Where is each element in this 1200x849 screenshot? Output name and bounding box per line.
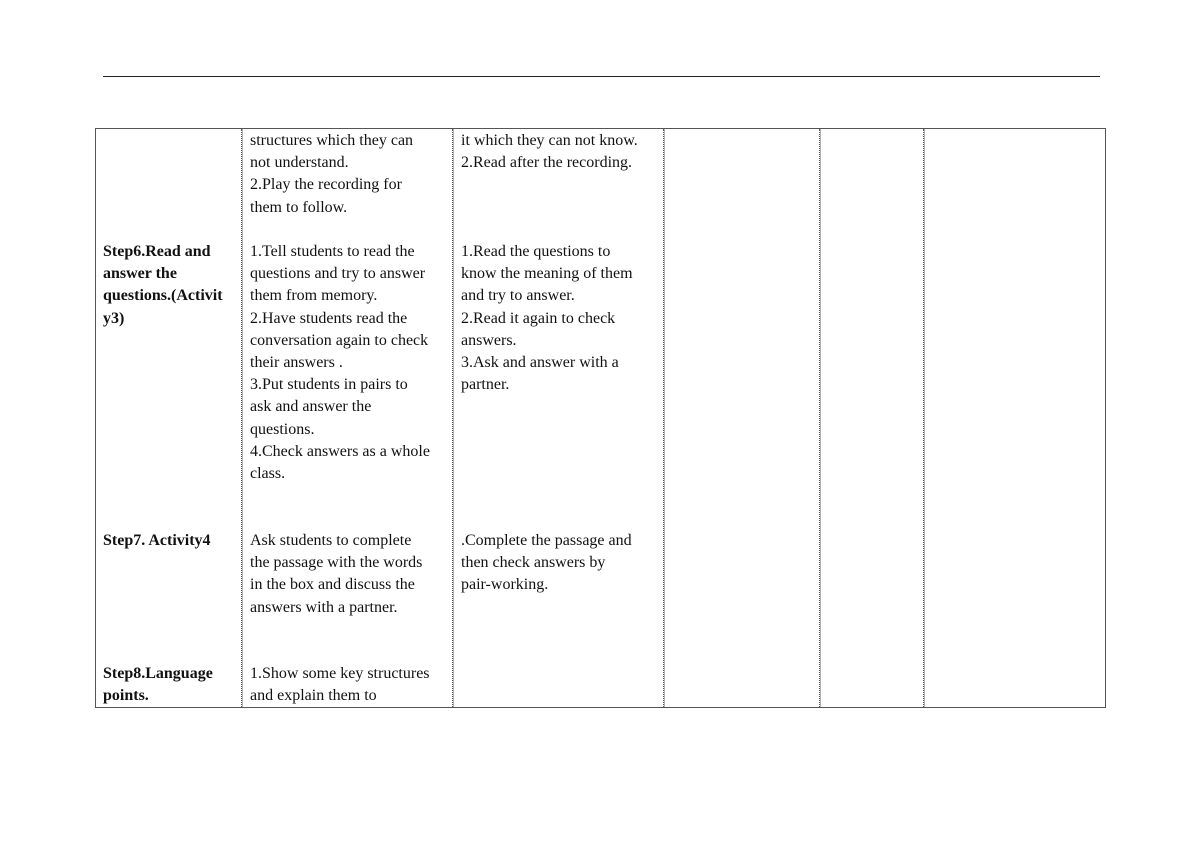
column-4 <box>664 129 820 707</box>
table-row-teacher-cell: 1.Tell students to read the questions and try to answer them from memory. 2.Have students read the conversation again to check their answers . 3.Put students in pairs to ask and answer the questions. 4.Check answers as a whole class. <box>250 243 430 483</box>
lesson-plan-table <box>95 128 1106 708</box>
column-5 <box>820 129 924 707</box>
column-student-activity <box>453 129 664 707</box>
column-6 <box>924 129 1105 707</box>
table-row-teacher-cell: Ask students to complete the passage with the words in the box and discuss the answers with a partner. <box>250 532 423 616</box>
table-row-student-cell: 1.Read the questions to know the meaning of them and try to answer. 2.Read it again to check answers. 3.Ask and answer with a partner. <box>461 243 633 394</box>
step-label: Step6.Read and answer the questions.(Activit y3) <box>103 243 223 327</box>
table-row-teacher-cell: 1.Show some key structures and explain them to <box>250 665 430 705</box>
table-row-student-cell: .Complete the passage and then check answers by pair-working. <box>461 532 632 594</box>
header-rule <box>103 76 1100 77</box>
column-step <box>96 129 242 707</box>
step-label: Step8.Language points. <box>103 665 213 705</box>
step-label: Step7. Activity4 <box>103 532 211 549</box>
table-row-student-cell: it which they can not know. 2.Read after the recording. <box>461 132 638 172</box>
table-row-teacher-cell: structures which they can not understand. 2.Play the recording for them to follow. <box>250 132 414 216</box>
